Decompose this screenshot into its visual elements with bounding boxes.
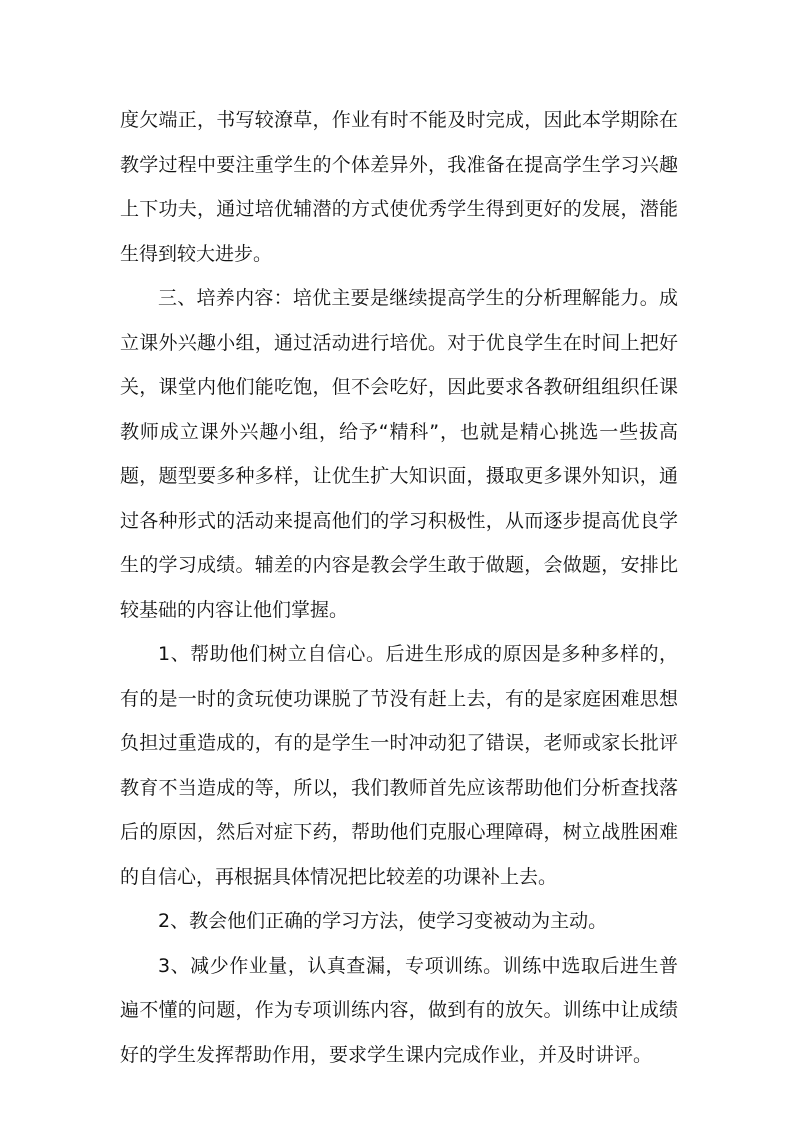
paragraph-item-1-confidence: 1、帮助他们树立自信心。后进生形成的原因是多种多样的，有的是一时的贪玩使功课脱了节没有赶上去，有的是家庭困难思想负担过重造成的，有的是学生一时冲动犯了错误，老师或家长批评教育不当造成的等，所以，我们教师首先应该帮助他们分析查找落后的原因，然后对症下药，帮助他们克服心理障碍，树立战胜困难的自信心，再根据具体情况把比较差的功课补上去。 [120, 643, 678, 888]
paragraph-continuation: 度欠端正，书写较潦草，作业有时不能及时完成，因此本学期除在教学过程中要注重学生的个体差异外，我准备在提高学生学习兴趣上下功夫，通过培优辅潜的方式使优秀学生得到更好的发展，潜能生得到较大进步。 [120, 109, 678, 265]
paragraph-training-content: 三、培养内容：培优主要是继续提高学生的分析理解能力。成立课外兴趣小组，通过活动进行培优。对于优良学生在时间上把好关，课堂内他们能吃饱，但不会吃好，因此要求各教研组组织任课教师成立课外兴趣小组，给予“精科”，也就是精心挑选一些拔高题，题型要多种多样，让优生扩大知识面，摄取更多课外知识，通过各种形式的活动来提高他们的学习积极性，从而逐步提高优良学生的学习成绩。辅差的内容是教会学生敢于做题，会做题，安排比较基础的内容让他们掌握。 [120, 287, 678, 621]
paragraph-item-2-methods: 2、教会他们正确的学习方法，使学习变被动为主动。 [158, 910, 608, 932]
document-body [120, 98, 678, 1077]
paragraph-item-3-homework: 3、减少作业量，认真查漏，专项训练。训练中选取后进生普遍不懂的问题，作为专项训练内容，做到有的放矢。训练中让成绩好的学生发挥帮助作用，要求学生课内完成作业，并及时讲评。 [120, 954, 678, 1066]
